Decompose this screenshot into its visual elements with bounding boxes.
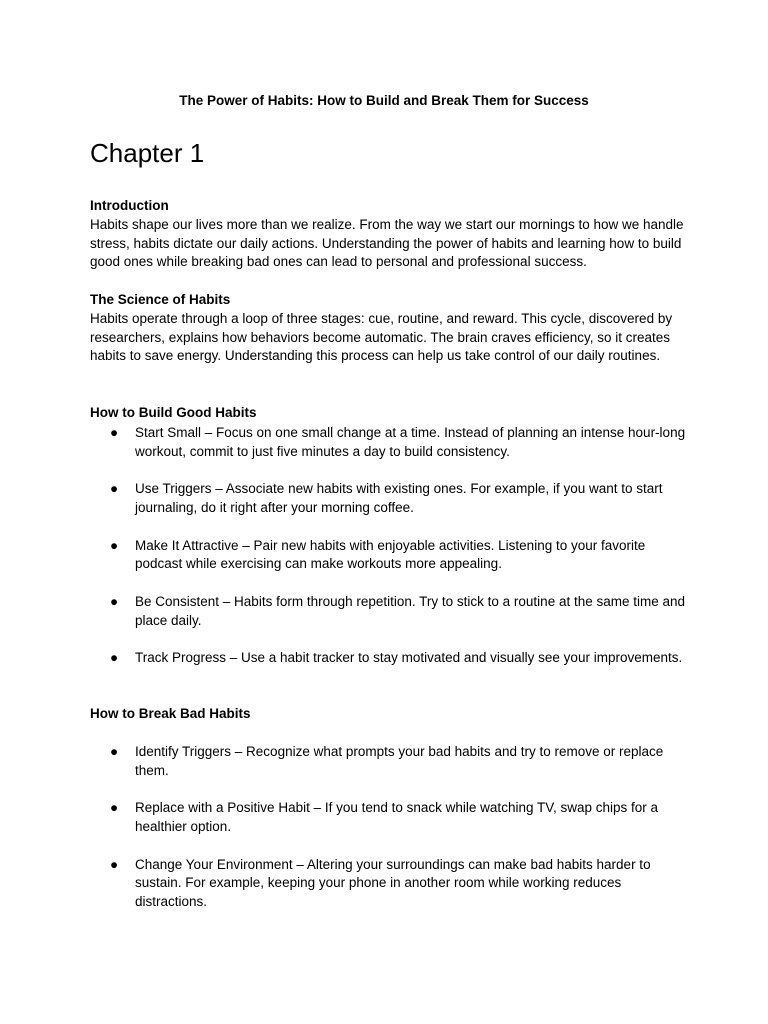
bullet-icon: ● <box>110 744 119 759</box>
break-habits-heading: How to Break Bad Habits <box>90 706 251 721</box>
chapter-heading: Chapter 1 <box>90 138 205 168</box>
list-item-text: Be Consistent – Habits form through repetition. Try to stick to a routine at the same time and place daily. <box>135 593 686 628</box>
list-item-text: Start Small – Focus on one small change at a time. Instead of planning an intense hour-long workout, commit to just five minutes a day to build consistency. <box>135 425 686 459</box>
bullet-icon: ● <box>110 593 119 609</box>
document-title: The Power of Habits: How to Build and Break Them for Success <box>179 93 589 108</box>
introduction-paragraph: Habits shape our lives more than we realize. From the way we start our mornings to how we handle stress, habits dictate our daily actions. Understanding the power of habits and learning how to build good ones while breaking bad ones can lead to personal and professional success. <box>90 216 684 270</box>
bullet-icon: ● <box>110 800 119 816</box>
bullet-icon: ● <box>110 425 119 440</box>
list-item <box>110 799 690 837</box>
bullet-icon: ● <box>110 856 119 872</box>
build-habits-list <box>110 424 690 687</box>
build-habits-heading: How to Build Good Habits <box>90 405 257 420</box>
list-item <box>110 856 690 912</box>
introduction-section <box>90 197 690 272</box>
introduction-heading: Introduction <box>90 198 169 213</box>
list-item-text: Use Triggers – Associate new habits with existing ones. For example, if you want to start journaling, do it right after your morning coffee. <box>135 481 663 516</box>
build-habits-section <box>90 404 690 423</box>
list-item-text: Change Your Environment – Altering your surroundings can make bad habits harder to sustain. For example, keeping your phone in another room while working reduces distractions. <box>135 856 651 910</box>
list-item-text: Track Progress – Use a habit tracker to stay motivated and visually see your improvements. <box>135 650 683 666</box>
list-item-text: Identify Triggers – Recognize what prompts your bad habits and try to remove or replace them. <box>135 744 664 778</box>
break-habits-list <box>110 743 690 931</box>
science-paragraph: Habits operate through a loop of three stages: cue, routine, and reward. This cycle, discovered by researchers, explains how behaviors become automatic. The brain craves efficiency, so it creates habits to save energy. Understanding this process can help us take control of our daily routines. <box>90 310 673 364</box>
list-item-text: Make It Attractive – Pair new habits with enjoyable activities. Listening to your favorite podcast while exercising can make workouts more appealing. <box>135 537 646 572</box>
list-item <box>110 537 690 575</box>
bullet-icon: ● <box>110 650 119 666</box>
science-section <box>90 291 690 366</box>
bullet-icon: ● <box>110 537 119 553</box>
list-item-text: Replace with a Positive Habit – If you tend to snack while watching TV, swap chips for a healthier option. <box>135 800 659 835</box>
list-item <box>110 649 690 668</box>
list-item <box>110 743 690 781</box>
list-item <box>110 424 690 462</box>
bullet-icon: ● <box>110 481 119 497</box>
science-heading: The Science of Habits <box>90 292 231 307</box>
list-item <box>110 480 690 518</box>
list-item <box>110 593 690 631</box>
break-habits-section <box>90 705 690 724</box>
